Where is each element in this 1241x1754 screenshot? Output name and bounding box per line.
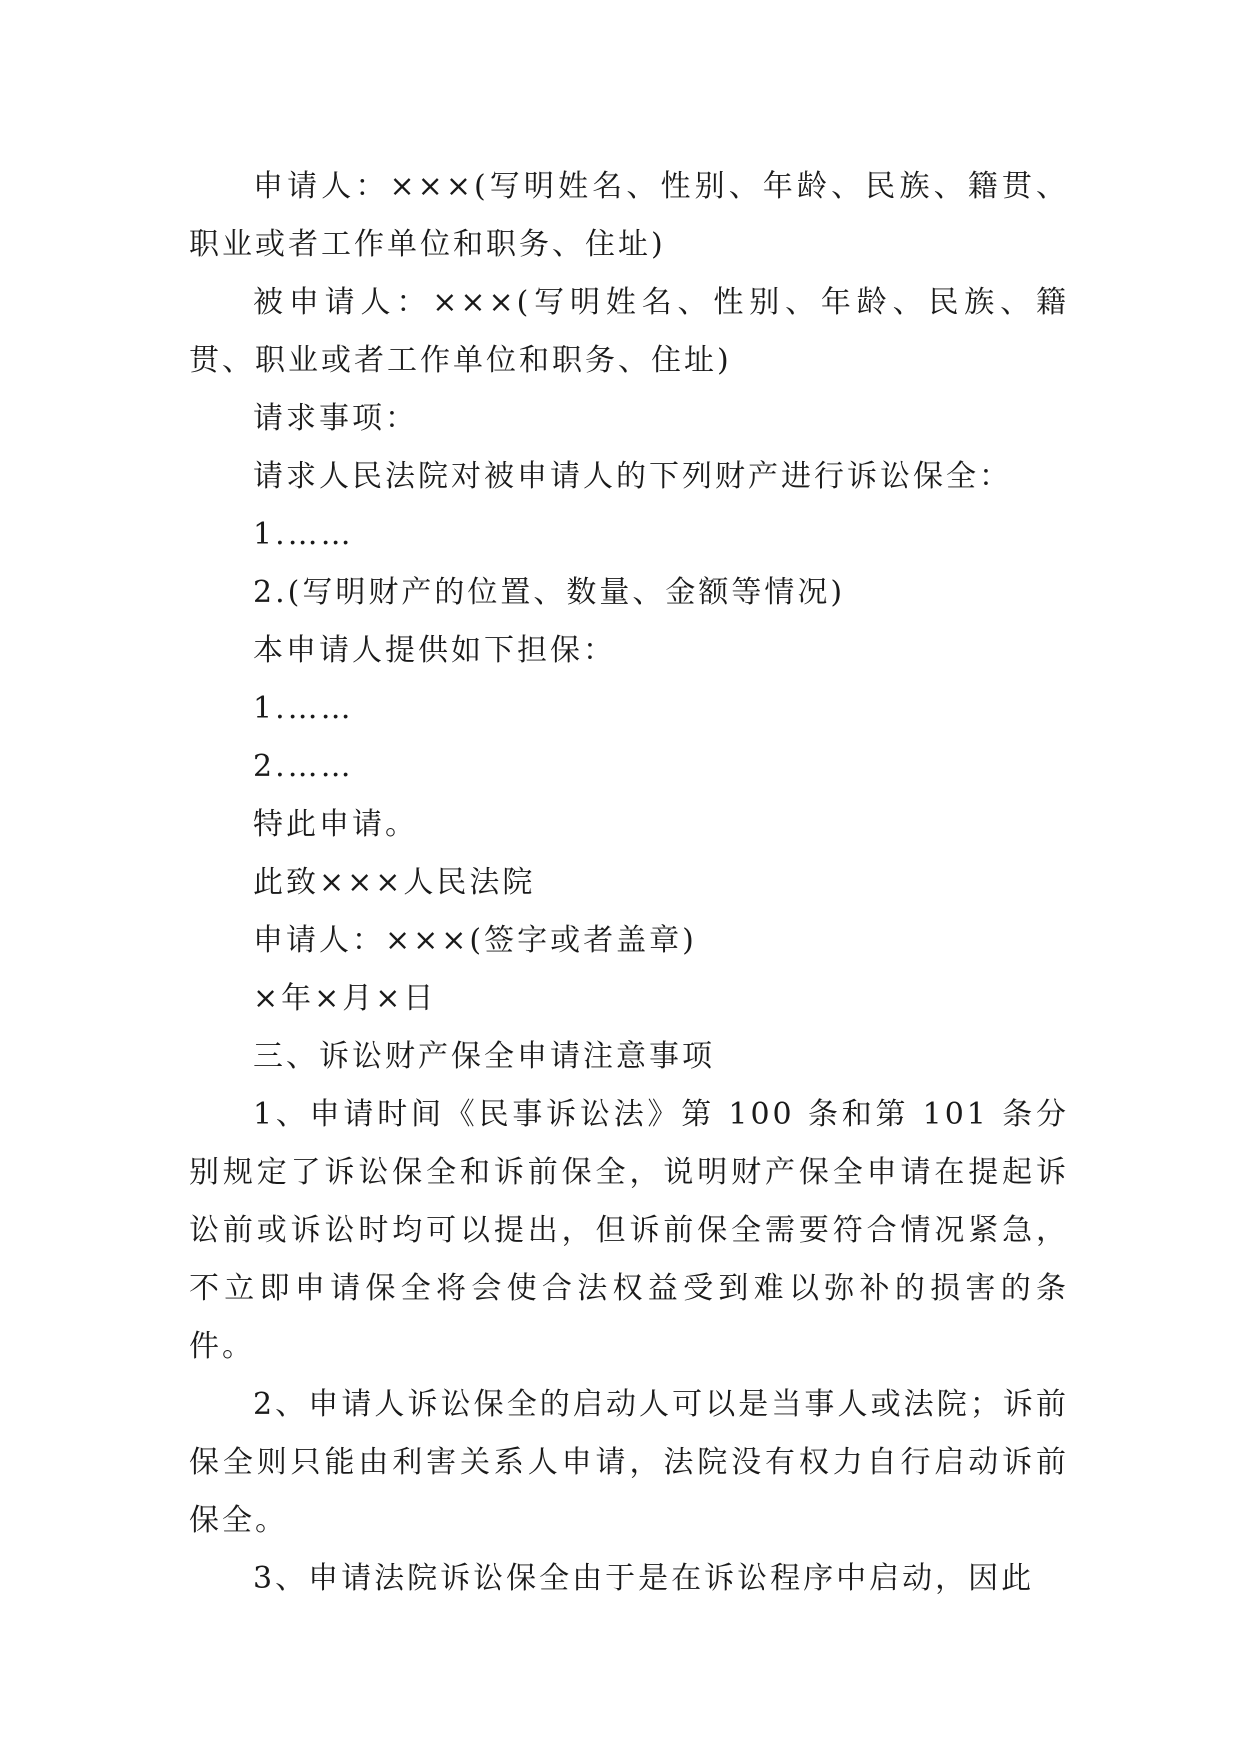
applicant-paragraph: 申请人：×××(写明姓名、性别、年龄、民族、籍贯、职业或者工作单位和职务、住址) (189, 169, 1069, 262)
request-paragraph: 请求人民法院对被申请人的下列财产进行诉讼保全： (253, 459, 1012, 494)
guarantee-heading: 本申请人提供如下担保： (253, 633, 616, 668)
signature-line: 申请人：×××(签字或者盖章) (253, 923, 697, 958)
request-heading: 请求事项： (253, 401, 418, 436)
section-heading: 三、诉讼财产保全申请注意事项 (253, 1039, 715, 1074)
date-line: ×年×月×日 (253, 981, 437, 1016)
guarantee-item-2: 2.…… (253, 749, 354, 784)
guarantee-item-1: 1.…… (253, 691, 354, 726)
addressee-line: 此致×××人民法院 (253, 865, 536, 900)
document-body (189, 158, 1069, 1608)
note-paragraph-2: 2、申请人诉讼保全的启动人可以是当事人或法院；诉前保全则只能由利害关系人申请，法院没有权力自行启动诉前保全。 (189, 1387, 1069, 1538)
respondent-paragraph: 被申请人：×××(写明姓名、性别、年龄、民族、籍贯、职业或者工作单位和职务、住址) (189, 285, 1069, 378)
request-item-2: 2.(写明财产的位置、数量、金额等情况) (253, 575, 846, 610)
closing-line: 特此申请。 (253, 807, 418, 842)
note-paragraph-3: 3、申请法院诉讼保全由于是在诉讼程序中启动，因此 (253, 1561, 1035, 1596)
request-item-1: 1.…… (253, 517, 354, 552)
note-paragraph-1: 1、申请时间《民事诉讼法》第 100 条和第 101 条分别规定了诉讼保全和诉前保全，说明财产保全申请在提起诉讼前或诉讼时均可以提出，但诉前保全需要符合情况紧急，不立即申请保全将会使合法权益受到难以弥补的损害的条件。 (189, 1097, 1069, 1364)
